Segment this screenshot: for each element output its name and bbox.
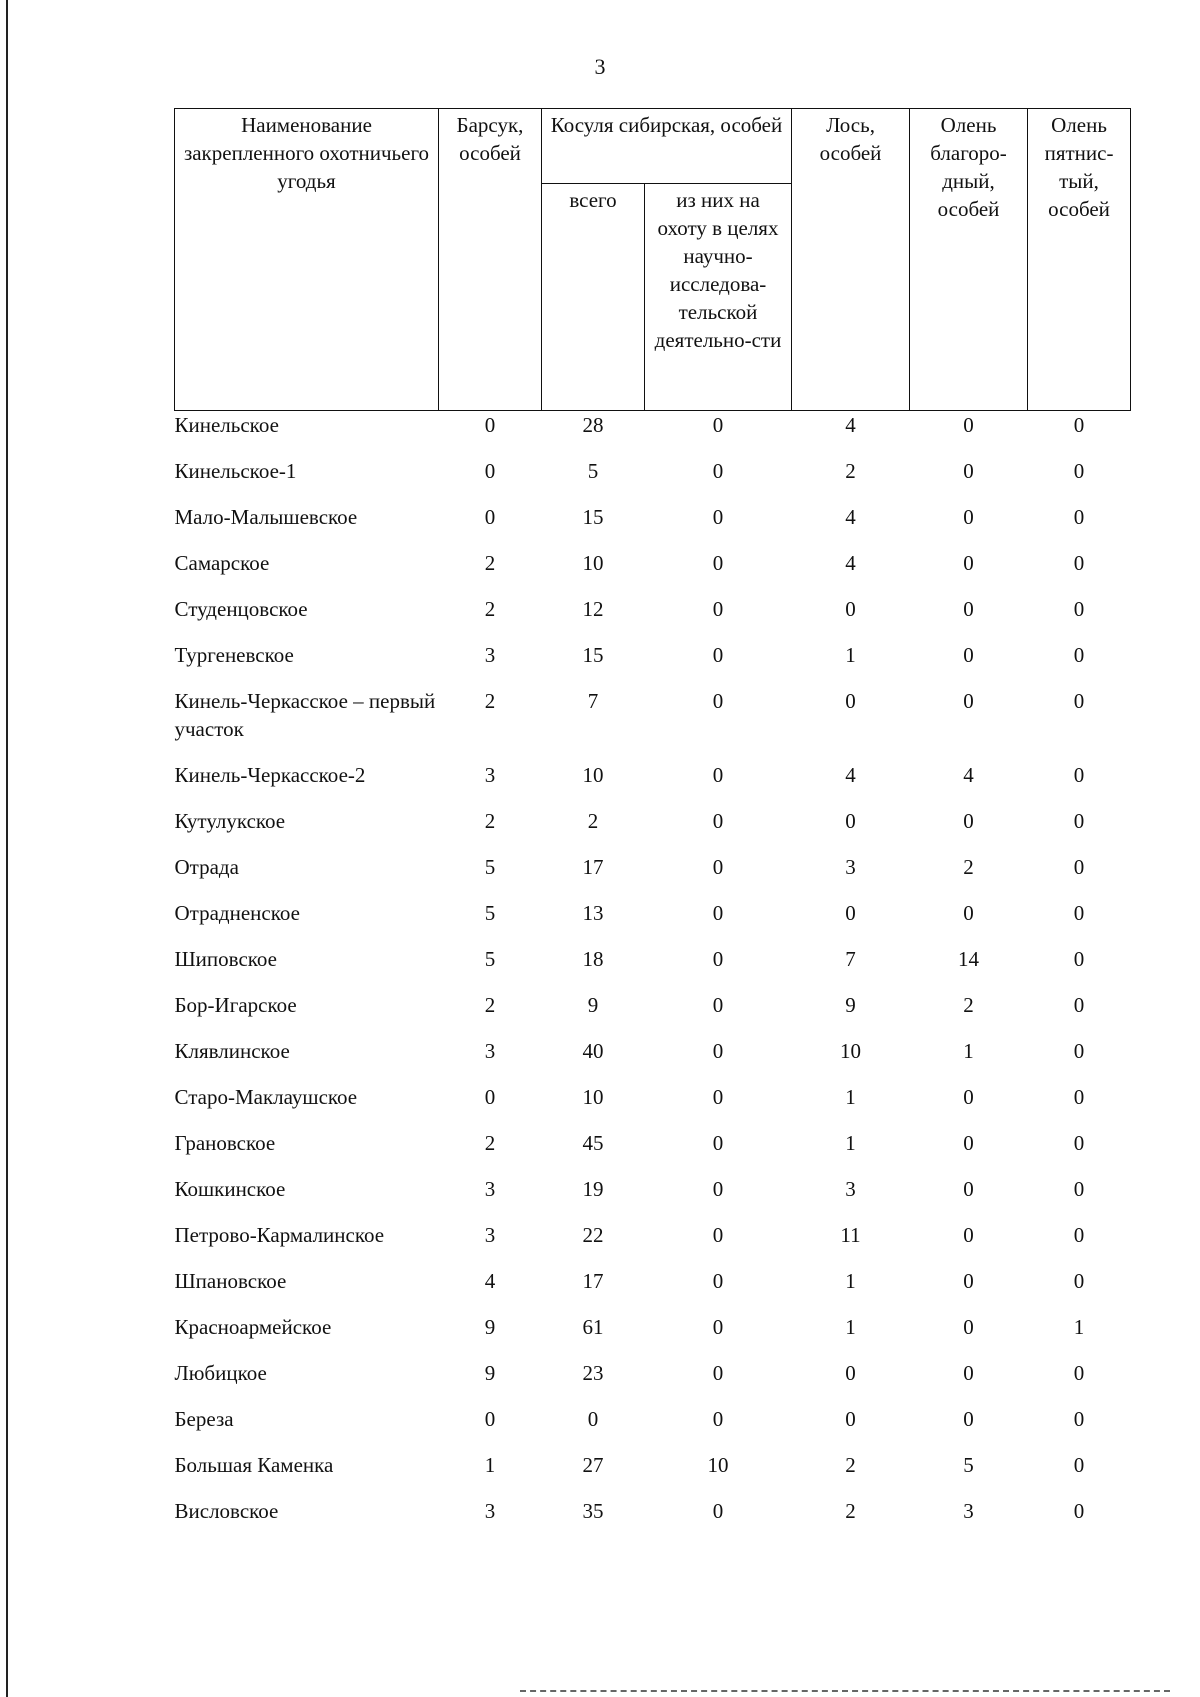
cell-sika-deer: 0 <box>1073 689 1085 713</box>
cell-red-deer: 0 <box>963 643 974 667</box>
cell-sika-deer: 0 <box>1073 855 1085 879</box>
cell-badger: 3 <box>484 1499 496 1523</box>
cell-moose: 4 <box>845 413 856 437</box>
cell-red-deer: 1 <box>963 1039 974 1063</box>
table-row <box>175 1129 1131 1175</box>
cell-badger: 3 <box>484 1177 496 1201</box>
table-row <box>175 549 1131 595</box>
cell-roe-science: 0 <box>712 1269 724 1293</box>
cell-roe-science: 0 <box>712 1039 724 1063</box>
cell-name: Кутулукское <box>174 809 286 833</box>
cell-roe-total: 61 <box>582 1315 604 1339</box>
cell-roe-science: 0 <box>712 1499 724 1523</box>
cell-name: Бор-Игарское <box>174 993 297 1017</box>
cell-sika-deer: 0 <box>1073 947 1085 971</box>
cell-roe-science: 0 <box>712 505 724 529</box>
cell-name: Висловское <box>174 1499 279 1523</box>
cell-sika-deer: 0 <box>1073 459 1085 483</box>
cell-roe-science: 0 <box>712 689 724 713</box>
cell-moose: 0 <box>845 1407 856 1431</box>
cell-red-deer: 5 <box>963 1453 974 1477</box>
cell-roe-total: 17 <box>582 855 604 879</box>
cell-roe-science: 0 <box>712 855 724 879</box>
table-row <box>175 1405 1131 1451</box>
cell-name: Мало-Малышевское <box>174 505 358 529</box>
hunting-grounds-table <box>174 108 1131 1543</box>
cell-roe-science: 10 <box>707 1453 729 1477</box>
cell-sika-deer: 0 <box>1073 643 1085 667</box>
table-row <box>175 595 1131 641</box>
cell-moose: 0 <box>845 901 856 925</box>
cell-moose: 1 <box>845 1315 856 1339</box>
table-row <box>175 1313 1131 1359</box>
cell-roe-total: 10 <box>582 551 604 575</box>
cell-red-deer: 4 <box>963 763 974 787</box>
cell-moose: 1 <box>845 1269 856 1293</box>
cell-sika-deer: 0 <box>1073 1085 1085 1109</box>
cell-moose: 10 <box>840 1039 862 1063</box>
table-row <box>175 1497 1131 1543</box>
cell-red-deer: 0 <box>963 1131 974 1155</box>
cell-roe-total: 10 <box>582 1085 604 1109</box>
bottom-dashed-rule <box>520 1690 1170 1692</box>
table-row <box>175 1221 1131 1267</box>
cell-name: Большая Каменка <box>174 1453 334 1477</box>
cell-sika-deer: 0 <box>1073 505 1085 529</box>
cell-roe-total: 22 <box>582 1223 604 1247</box>
cell-red-deer: 0 <box>963 505 974 529</box>
header-red-deer: Олень благоро-дный, особей <box>910 109 1028 411</box>
cell-roe-total: 27 <box>582 1453 604 1477</box>
table-row <box>175 1451 1131 1497</box>
cell-badger: 2 <box>484 689 496 713</box>
cell-roe-science: 0 <box>712 1085 724 1109</box>
cell-roe-science: 0 <box>712 1131 724 1155</box>
cell-name: Шиповское <box>174 947 277 971</box>
cell-moose: 2 <box>845 1499 856 1523</box>
cell-roe-science: 0 <box>712 993 724 1017</box>
cell-roe-total: 5 <box>587 459 599 483</box>
cell-name: Старо-Маклаушское <box>174 1085 358 1109</box>
cell-moose: 4 <box>845 505 856 529</box>
cell-sika-deer: 0 <box>1073 1407 1085 1431</box>
cell-moose: 1 <box>845 1131 856 1155</box>
cell-badger: 3 <box>484 763 496 787</box>
cell-moose: 0 <box>845 809 856 833</box>
cell-roe-science: 0 <box>712 643 724 667</box>
cell-badger: 0 <box>484 1085 496 1109</box>
cell-roe-science: 0 <box>712 413 724 437</box>
cell-red-deer: 0 <box>963 551 974 575</box>
cell-name: Петрово-Кармалинское <box>174 1223 385 1247</box>
cell-red-deer: 0 <box>963 809 974 833</box>
cell-name: Кинельское-1 <box>174 459 297 483</box>
cell-moose: 0 <box>845 689 856 713</box>
cell-roe-science: 0 <box>712 763 724 787</box>
cell-name: Студенцовское <box>174 597 308 621</box>
cell-roe-science: 0 <box>712 901 724 925</box>
cell-badger: 2 <box>484 597 496 621</box>
cell-name: Отрада <box>174 855 239 879</box>
cell-red-deer: 0 <box>963 1315 974 1339</box>
cell-roe-science: 0 <box>712 809 724 833</box>
cell-name: Шпановское <box>174 1269 287 1293</box>
cell-moose: 2 <box>845 459 856 483</box>
cell-name: Самарское <box>174 551 270 575</box>
cell-sika-deer: 0 <box>1073 1499 1085 1523</box>
cell-roe-total: 15 <box>582 505 604 529</box>
header-roe-deer: Косуля сибирская, особей <box>542 109 792 184</box>
cell-name: Кинельское <box>174 413 279 437</box>
cell-sika-deer: 0 <box>1073 1453 1085 1477</box>
header-moose: Лось, особей <box>792 109 910 411</box>
cell-moose: 0 <box>845 597 856 621</box>
header-badger: Барсук, особей <box>439 109 542 411</box>
cell-roe-total: 35 <box>582 1499 604 1523</box>
cell-red-deer: 2 <box>963 855 974 879</box>
cell-red-deer: 0 <box>963 1085 974 1109</box>
table-row <box>175 457 1131 503</box>
cell-sika-deer: 0 <box>1073 597 1085 621</box>
header-name: Наименование закрепленного охотничьего угодья <box>175 109 439 411</box>
cell-red-deer: 0 <box>963 901 974 925</box>
cell-roe-total: 45 <box>582 1131 604 1155</box>
cell-roe-total: 2 <box>587 809 599 833</box>
table-row <box>175 945 1131 991</box>
cell-roe-total: 23 <box>582 1361 604 1385</box>
cell-roe-total: 9 <box>587 993 599 1017</box>
cell-red-deer: 0 <box>963 689 974 713</box>
cell-roe-science: 0 <box>712 459 724 483</box>
table-row <box>175 1267 1131 1313</box>
cell-red-deer: 0 <box>963 1407 974 1431</box>
table-row <box>175 687 1131 761</box>
cell-badger: 0 <box>484 1407 496 1431</box>
cell-red-deer: 0 <box>963 413 974 437</box>
table-row <box>175 641 1131 687</box>
cell-badger: 5 <box>484 947 496 971</box>
cell-moose: 11 <box>840 1223 861 1247</box>
table-row <box>175 1359 1131 1405</box>
cell-red-deer: 0 <box>963 1361 974 1385</box>
cell-roe-science: 0 <box>712 1315 724 1339</box>
cell-roe-science: 0 <box>712 947 724 971</box>
cell-badger: 2 <box>484 551 496 575</box>
cell-badger: 5 <box>484 855 496 879</box>
cell-badger: 3 <box>484 1039 496 1063</box>
cell-roe-science: 0 <box>712 1177 724 1201</box>
cell-badger: 3 <box>484 1223 496 1247</box>
cell-badger: 0 <box>484 459 496 483</box>
cell-moose: 2 <box>845 1453 856 1477</box>
cell-moose: 3 <box>845 855 856 879</box>
cell-badger: 2 <box>484 809 496 833</box>
cell-moose: 4 <box>845 551 856 575</box>
cell-roe-total: 19 <box>582 1177 604 1201</box>
header-roe-total: всего <box>542 184 645 411</box>
cell-roe-total: 40 <box>582 1039 604 1063</box>
table-row <box>175 503 1131 549</box>
cell-red-deer: 0 <box>963 459 974 483</box>
cell-name: Кошкинское <box>174 1177 286 1201</box>
cell-moose: 3 <box>845 1177 856 1201</box>
cell-red-deer: 14 <box>958 947 980 971</box>
cell-moose: 1 <box>845 643 856 667</box>
cell-roe-total: 0 <box>587 1407 599 1431</box>
cell-red-deer: 3 <box>963 1499 974 1523</box>
cell-red-deer: 2 <box>963 993 974 1017</box>
cell-roe-science: 0 <box>712 1361 724 1385</box>
table-row <box>175 899 1131 945</box>
cell-badger: 4 <box>484 1269 496 1293</box>
header-sika-deer: Олень пятнис-тый, особей <box>1028 109 1131 411</box>
cell-red-deer: 0 <box>963 1223 974 1247</box>
cell-sika-deer: 0 <box>1073 1177 1085 1201</box>
cell-red-deer: 0 <box>963 1269 974 1293</box>
cell-badger: 2 <box>484 993 496 1017</box>
cell-roe-total: 10 <box>582 763 604 787</box>
cell-sika-deer: 0 <box>1073 1223 1085 1247</box>
cell-badger: 0 <box>484 505 496 529</box>
cell-red-deer: 0 <box>963 1177 974 1201</box>
cell-badger: 3 <box>484 643 496 667</box>
cell-moose: 0 <box>845 1361 856 1385</box>
cell-name: Отрадненское <box>174 901 300 925</box>
table-body <box>175 411 1131 1544</box>
cell-name: Клявлинское <box>174 1039 290 1063</box>
cell-sika-deer: 0 <box>1073 809 1085 833</box>
table-row <box>175 1037 1131 1083</box>
cell-name: Кинель-Черкасское-2 <box>174 763 366 787</box>
table-row <box>175 761 1131 807</box>
cell-sika-deer: 0 <box>1073 1131 1085 1155</box>
cell-moose: 4 <box>845 763 856 787</box>
table-row <box>175 411 1131 458</box>
cell-red-deer: 0 <box>963 597 974 621</box>
cell-sika-deer: 1 <box>1073 1315 1085 1339</box>
cell-name: Грановское <box>174 1131 276 1155</box>
table-row <box>175 807 1131 853</box>
cell-roe-total: 7 <box>587 689 599 713</box>
cell-badger: 9 <box>484 1361 496 1385</box>
cell-badger: 0 <box>484 413 496 437</box>
table-row <box>175 1083 1131 1129</box>
cell-roe-science: 0 <box>712 597 724 621</box>
cell-roe-total: 28 <box>582 413 604 437</box>
cell-name: Тургеневское <box>174 643 294 667</box>
cell-sika-deer: 0 <box>1073 1361 1085 1385</box>
cell-roe-total: 18 <box>582 947 604 971</box>
cell-sika-deer: 0 <box>1073 413 1085 437</box>
cell-name: Береза <box>174 1407 234 1431</box>
cell-sika-deer: 0 <box>1073 993 1085 1017</box>
cell-badger: 5 <box>484 901 496 925</box>
page-edge-line <box>6 0 8 1697</box>
table-row <box>175 991 1131 1037</box>
cell-name: Любицкое <box>174 1361 267 1385</box>
cell-sika-deer: 0 <box>1073 1269 1085 1293</box>
cell-name: Кинель-Черкасское – первый участок <box>174 689 436 741</box>
cell-sika-deer: 0 <box>1073 1039 1085 1063</box>
cell-badger: 9 <box>484 1315 496 1339</box>
cell-name: Красноармейское <box>174 1315 332 1339</box>
table-row <box>175 853 1131 899</box>
cell-roe-science: 0 <box>712 551 724 575</box>
cell-badger: 2 <box>484 1131 496 1155</box>
cell-roe-total: 17 <box>582 1269 604 1293</box>
cell-roe-science: 0 <box>712 1407 724 1431</box>
cell-roe-total: 12 <box>582 597 604 621</box>
cell-badger: 1 <box>484 1453 496 1477</box>
cell-moose: 1 <box>845 1085 856 1109</box>
page-number: 3 <box>594 54 606 79</box>
cell-roe-total: 13 <box>582 901 604 925</box>
cell-sika-deer: 0 <box>1073 763 1085 787</box>
cell-moose: 9 <box>845 993 856 1017</box>
cell-moose: 7 <box>845 947 856 971</box>
cell-roe-total: 15 <box>582 643 604 667</box>
cell-sika-deer: 0 <box>1073 901 1085 925</box>
cell-sika-deer: 0 <box>1073 551 1085 575</box>
cell-roe-science: 0 <box>712 1223 724 1247</box>
header-roe-science: из них на охоту в целях научно-исследова-тельской деятельно-сти <box>645 184 792 411</box>
table-row <box>175 1175 1131 1221</box>
